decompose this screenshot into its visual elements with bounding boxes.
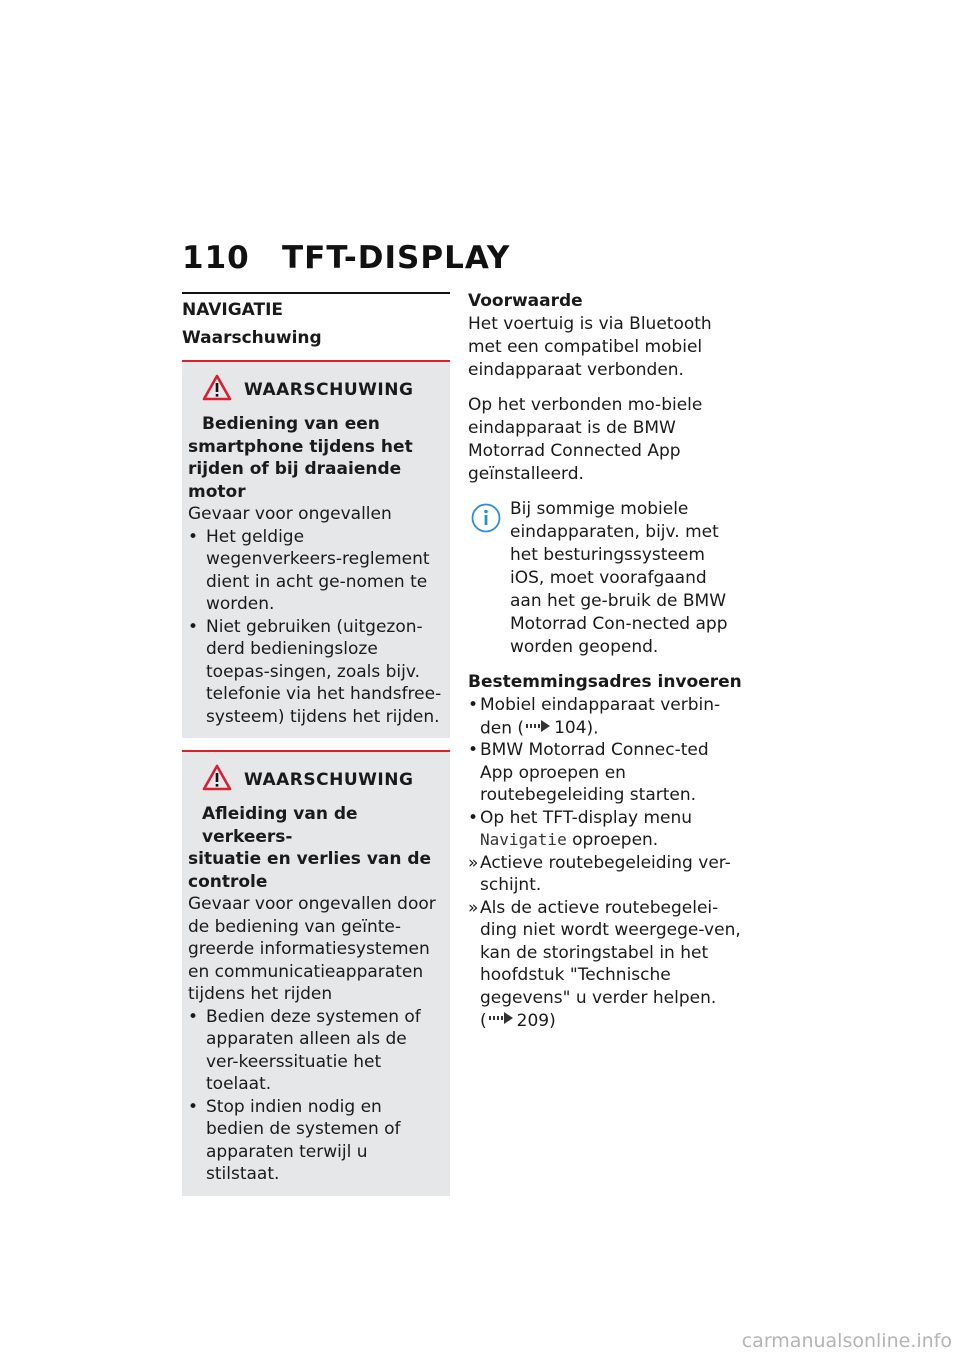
bullet-marker: • bbox=[188, 1006, 199, 1027]
result-item bbox=[468, 897, 743, 1032]
list-item bbox=[188, 1006, 444, 1096]
step-marker: • bbox=[468, 740, 479, 761]
warning-subject-line: rijden of bij draaiende motor bbox=[188, 459, 402, 502]
reference-page-number: 104 bbox=[554, 717, 587, 738]
step-item bbox=[468, 694, 743, 739]
warning-subject-line: smartphone tijdens het bbox=[188, 436, 413, 457]
step-text: Op het TFT-display menu bbox=[480, 807, 693, 828]
list-item bbox=[188, 1096, 444, 1186]
right-column bbox=[468, 290, 743, 1032]
prerequisite-text-2: Op het verbonden mo-biele eindapparaat is de BMW Motorrad Connected App geïnstalleerd. bbox=[468, 395, 703, 484]
result-text: Actieve routebegeleiding ver-schijnt. bbox=[480, 852, 731, 896]
result-item bbox=[468, 852, 743, 897]
list-item bbox=[188, 526, 444, 616]
warning-triangle-icon bbox=[202, 374, 232, 405]
page-reference[interactable] bbox=[524, 718, 586, 738]
list-item-text: Niet gebruiken (uitgezon-derd bedieningsloze toepas-singen, zoals bijv. telefonie via het handsfree-systeem) tijdens het rijden. bbox=[206, 616, 442, 727]
warning-label: WAARSCHUWING bbox=[244, 379, 414, 400]
list-item-text: Het geldige wegenverkeers-reglement dient in acht ge-nomen te worden. bbox=[206, 526, 430, 614]
step-text: BMW Motorrad Connec-ted App oproepen en routebegeleiding starten. bbox=[480, 740, 709, 806]
step-text-end: oproepen. bbox=[572, 830, 659, 851]
bullet-marker: • bbox=[188, 1096, 199, 1117]
menu-name: Navigatie bbox=[480, 830, 567, 850]
warning-header bbox=[202, 764, 444, 795]
page-reference-arrow-icon bbox=[526, 717, 552, 740]
step-text-end: ). bbox=[586, 717, 599, 738]
page-reference[interactable] bbox=[480, 1011, 556, 1031]
section-rule bbox=[182, 292, 450, 294]
warning-subject-line: Bediening van een bbox=[202, 414, 380, 434]
warning-label: WAARSCHUWING bbox=[244, 769, 414, 790]
left-column bbox=[182, 292, 450, 1208]
page-header bbox=[182, 240, 510, 276]
step-item bbox=[468, 739, 743, 807]
paren-close: ) bbox=[549, 1010, 556, 1031]
warning-subject-line: controle bbox=[188, 871, 268, 892]
prerequisite-title: Voorwaarde bbox=[468, 291, 583, 311]
procedure-steps bbox=[468, 694, 743, 1032]
warning-consequence: Gevaar voor ongevallen bbox=[188, 504, 392, 524]
subsection-title: Waarschuwing bbox=[182, 328, 322, 348]
prerequisite-text-1: Het voertuig is via Bluetooth met een compatibel mobiel eindapparaat verbonden. bbox=[468, 314, 712, 380]
bullet-marker: • bbox=[188, 526, 199, 547]
result-marker: » bbox=[468, 852, 479, 873]
warning-box-2 bbox=[182, 750, 450, 1196]
result-marker: » bbox=[468, 897, 479, 918]
procedure-title: Bestemmingsadres invoeren bbox=[468, 672, 742, 692]
reference-page-number: 209 bbox=[516, 1010, 550, 1031]
list-item bbox=[188, 616, 444, 729]
warning-measures bbox=[188, 1006, 444, 1186]
warning-box-1 bbox=[182, 360, 450, 738]
step-marker: • bbox=[468, 695, 479, 715]
warning-subject bbox=[188, 413, 444, 503]
watermark: carmanualsonline.info bbox=[741, 1330, 952, 1352]
chapter-title: TFT-DISPLAY bbox=[282, 240, 511, 276]
warning-header bbox=[202, 374, 444, 405]
result-text: Als de actieve routebegelei-ding niet wordt weergege-ven, kan de storingstabel in het hoofdstuk "Technische gegevens" u verder helpen. bbox=[480, 897, 741, 1008]
paren-open: ( bbox=[480, 1010, 487, 1031]
step-marker: • bbox=[468, 807, 479, 828]
warning-measures bbox=[188, 526, 444, 729]
page-reference-arrow-icon bbox=[489, 1009, 515, 1032]
list-item-text: Bedien deze systemen of apparaten alleen als de ver-keerssituatie het toelaat. bbox=[206, 1006, 421, 1094]
warning-consequence: Gevaar voor ongevallen door de bediening van geïnte-greerde informatiesystemen en communicatieapparaten tijdens het rijden bbox=[188, 894, 436, 1004]
bullet-marker: • bbox=[188, 616, 199, 637]
page-number: 110 bbox=[182, 240, 250, 276]
info-note-text: Bij sommige mobiele eindapparaten, bijv. met het besturingssysteem iOS, moet voorafgaand aan het ge-bruik de BMW Motorrad Con-nected app worden geopend. bbox=[510, 499, 728, 657]
warning-subject bbox=[188, 803, 444, 893]
warning-subject-line: Afleiding van de verkeers- bbox=[202, 804, 358, 847]
info-note bbox=[468, 498, 743, 659]
step-item bbox=[468, 807, 743, 852]
info-icon bbox=[470, 502, 502, 541]
warning-subject-line: situatie en verlies van de bbox=[188, 849, 432, 869]
section-title: NAVIGATIE bbox=[182, 300, 284, 320]
step-text: Mobiel eindapparaat verbin-den ( bbox=[480, 695, 721, 738]
list-item-text: Stop indien nodig en bedien de systemen of apparaten terwijl u stilstaat. bbox=[206, 1096, 401, 1184]
warning-triangle-icon bbox=[202, 764, 232, 795]
